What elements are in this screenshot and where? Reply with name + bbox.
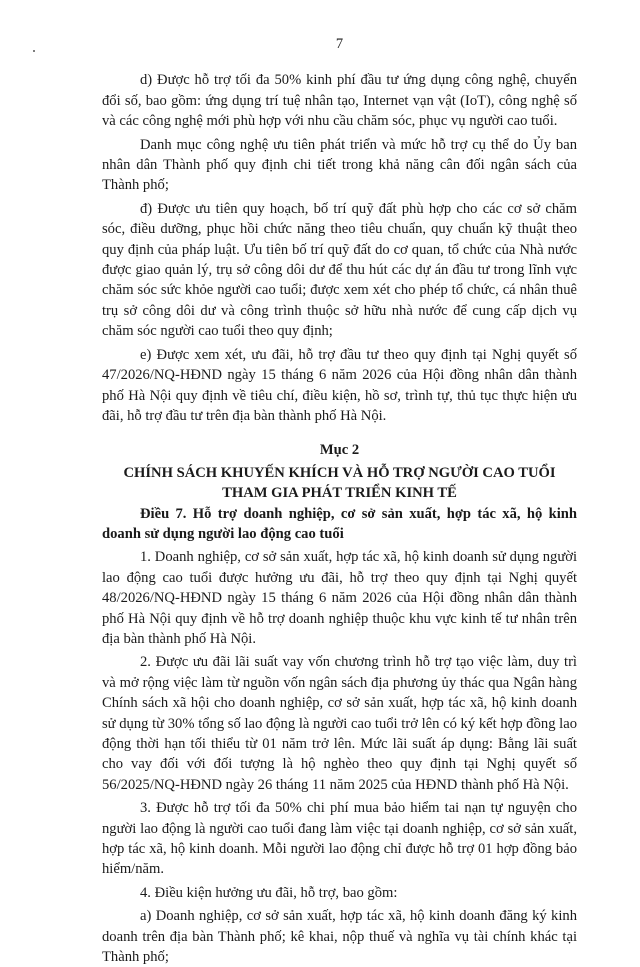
paragraph-e: e) Được xem xét, ưu đãi, hỗ trợ đầu tư theo quy định tại Nghị quyết số 47/2026/NQ-HĐND ngày 15 tháng 6 năm 2026 của Hội đồng nhân dân thành phố Hà Nội quy định về tiêu chí, điều kiện, hồ sơ, trình tự, thủ tục thực hiện ưu đãi, hỗ trợ đầu tư trên địa bàn thành phố Hà Nội. bbox=[102, 346, 577, 424]
section-label: Mục 2 bbox=[319, 442, 360, 459]
article-7-clause-1: 1. Doanh nghiệp, cơ sở sản xuất, hợp tác xã, hộ kinh doanh sử dụng người lao động cao tuổi được hưởng ưu đãi, hỗ trợ theo quy định tại Nghị quyết 48/2026/NQ-HĐND ngày 15 tháng 6 năm 2026 của Hội đồng nhân dân thành phố Hà Nội quy định về hỗ trợ doanh nghiệp thuộc khu vực kinh tế tư nhân trên địa bàn thành phố Hà Nội. bbox=[102, 549, 577, 647]
article-7-clause-4: 4. Điều kiện hưởng ưu đãi, hỗ trợ, bao gồm: bbox=[140, 884, 398, 901]
article-7-clause-3: 3. Được hỗ trợ tối đa 50% chi phí mua bảo hiểm tai nạn tự nguyện cho người lao động là người cao tuổi đang làm việc tại doanh nghiệp, cơ sở sản xuất, hợp tác xã, hộ kinh doanh. Mỗi người lao động chỉ được hỗ trợ 01 hợp đồng bảo hiểm/năm. bbox=[102, 800, 577, 878]
section-title-line-1: CHÍNH SÁCH KHUYẾN KHÍCH VÀ HỖ TRỢ NGƯỜI CAO TUỔI bbox=[123, 464, 556, 481]
scan-speck bbox=[33, 50, 35, 52]
article-7-clause-2: 2. Được ưu đãi lãi suất vay vốn chương trình hỗ trợ tạo việc làm, duy trì và mở rộng việc làm từ nguồn vốn ngân sách địa phương ủy thác qua Ngân hàng Chính sách xã hội cho doanh nghiệp, cơ sở sản xuất, hợp tác xã, hộ kinh doanh sử dụng từ 30% tổng số lao động là người cao tuổi trở lên có ký kết hợp đồng lao động thời hạn tối thiểu từ 01 năm trở lên. Mức lãi suất áp dụng: Bằng lãi suất cho vay đối với đối tượng là hộ nghèo theo quy định tại Nghị quyết số 56/2025/NQ-HĐND ngày 26 tháng 11 năm 2025 của HĐND thành phố Hà Nội. bbox=[102, 654, 577, 793]
page-number: 7 bbox=[335, 36, 344, 52]
article-7-heading: Điều 7. Hỗ trợ doanh nghiệp, cơ sở sản xuất, hợp tác xã, hộ kinh doanh sử dụng người lao động cao tuổi bbox=[102, 505, 577, 542]
section-title-line-2: THAM GIA PHÁT TRIỂN KINH TẾ bbox=[222, 485, 457, 502]
article-7-clause-4a: a) Doanh nghiệp, cơ sở sản xuất, hợp tác xã, hộ kinh doanh đăng ký kinh doanh trên địa bàn Thành phố; kê khai, nộp thuế và nghĩa vụ tài chính khác tại Thành phố; bbox=[102, 908, 577, 966]
paragraph-d: d) Được hỗ trợ tối đa 50% kinh phí đầu tư ứng dụng công nghệ, chuyển đổi số, bao gồm: ứng dụng trí tuệ nhân tạo, Internet vạn vật (IoT), công nghệ số và các công nghệ mới phù hợp với nhu cầu chăm sóc, phục vụ người cao tuổi. bbox=[102, 72, 577, 130]
paragraph-technology-list: Danh mục công nghệ ưu tiên phát triển và mức hỗ trợ cụ thể do Ủy ban nhân dân Thành phố quy định chi tiết trong khả năng cân đối ngân sách của Thành phố; bbox=[102, 136, 577, 194]
paragraph-dd: đ) Được ưu tiên quy hoạch, bố trí quỹ đất phù hợp cho các cơ sở chăm sóc, điều dưỡng, phục hồi chức năng theo tiêu chuẩn, quy chuẩn kỹ thuật theo quy định của pháp luật. Ưu tiên bố trí quỹ đất do cơ quan, tổ chức của Nhà nước được giao quản lý, trụ sở công dôi dư để thu hút các dự án đầu tư trong lĩnh vực chăm sóc sức khỏe người cao tuổi; được xem xét cho phép tổ chức, cá nhân thuê trụ sở công dôi dư và công trình thuộc sở hữu nhà nước để cung cấp dịch vụ chăm sóc người cao tuổi theo quy định; bbox=[102, 200, 577, 340]
